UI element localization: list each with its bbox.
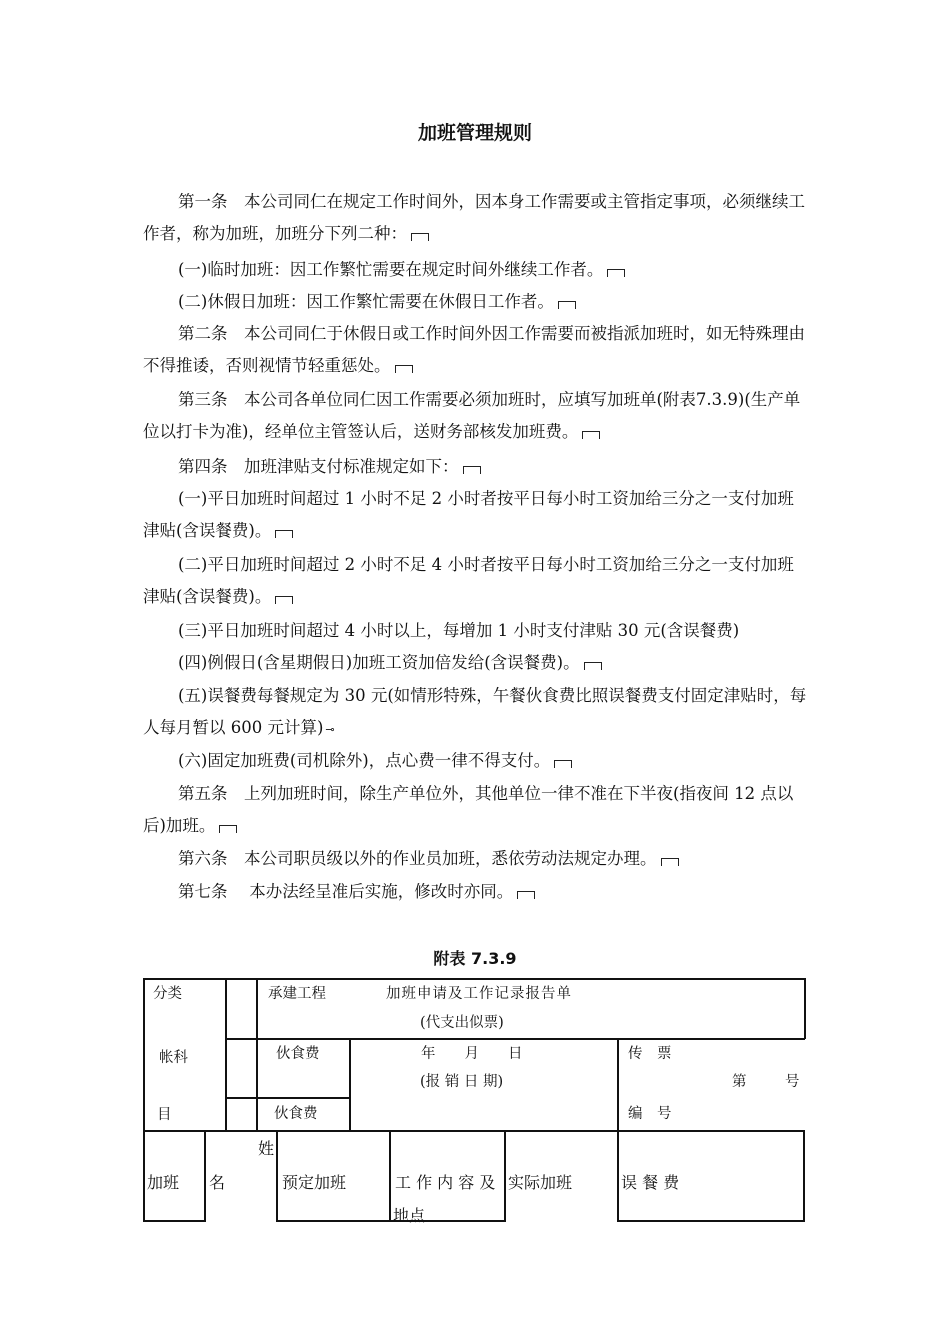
article-4-item-2: (二)平日加班时间超过 2 小时不足 4 小时者按平日每小时工资加给三分之一支付加班津贴(含误餐费)。 bbox=[143, 555, 794, 606]
work-location-col: 地点 bbox=[393, 1206, 426, 1225]
article-4-item-1: (一)平日加班时间超过 1 小时不足 2 小时者按平日每小时工资加给三分之一支付加班津贴(含误餐费)。 bbox=[143, 489, 794, 540]
hao-label: 号 bbox=[785, 1074, 800, 1090]
article-5: 第五条 上列加班时间，除生产单位外，其他单位一律不准在下半夜(指夜间 12 点以后)加班。 bbox=[143, 784, 794, 835]
article-4-item-3: (三)平日加班时间超过 4 小时以上，每增加 1 小时支付津贴 30 元(含误餐费) bbox=[178, 621, 740, 640]
zhangke-label: 帐科 bbox=[159, 1050, 188, 1066]
article-6: 第六条 本公司职员级以外的作业员加班，悉依劳动法规定办理。 bbox=[143, 843, 808, 875]
mu-label: 目 bbox=[157, 1107, 172, 1123]
article-1-item-2: (二)休假日加班：因工作繁忙需要在休假日工作者。 bbox=[143, 286, 808, 318]
name-col: 名 bbox=[209, 1173, 226, 1192]
form-title: 加班申请及工作记录报告单 bbox=[386, 986, 572, 1002]
form-subtitle: (代支出似票) bbox=[420, 1015, 504, 1031]
date-line: 年 月 日 bbox=[421, 1046, 523, 1062]
di-label: 第 bbox=[732, 1074, 747, 1090]
meal-cost-label-2: 伙食费 bbox=[274, 1106, 318, 1122]
meal-allowance-col: 误 餐 费 bbox=[621, 1173, 680, 1192]
meal-cost-label-1: 伙食费 bbox=[276, 1046, 320, 1062]
overtime-col: 加班 bbox=[147, 1173, 180, 1192]
voucher-label: 传 票 bbox=[628, 1046, 672, 1062]
article-1: 第一条 本公司同仁在规定工作时间外，因本身工作需要或主管指定事项，必须继续工作者，称为加班，加班分下列二种： bbox=[143, 192, 805, 243]
article-4-item-4: (四)例假日(含星期假日)加班工资加倍发给(含误餐费)。 bbox=[143, 647, 808, 679]
article-1-item-1: (一)临时加班：因工作繁忙需要在规定时间外继续工作者。 bbox=[143, 254, 808, 286]
surname-col-top: 姓 bbox=[258, 1139, 275, 1158]
article-4-item-6: (六)固定加班费(司机除外)，点心费一律不得支付。 bbox=[143, 745, 808, 777]
serial-label: 编 号 bbox=[628, 1106, 672, 1122]
fenlei-label: 分类 bbox=[153, 986, 182, 1002]
article-7: 第七条 本办法经呈准后实施，修改时亦同。 bbox=[143, 876, 808, 908]
project-label: 承建工程 bbox=[268, 986, 326, 1002]
form-caption: 附表 7.3.9 bbox=[433, 949, 517, 968]
article-2: 第二条 本公司同仁于休假日或工作时间外因工作需要而被指派加班时，如无特殊理由不得推诿，否则视情节轻重惩处。 bbox=[143, 324, 805, 375]
article-4: 第四条 加班津贴支付标准规定如下： bbox=[143, 451, 808, 483]
article-4-item-5: (五)误餐费每餐规定为 30 元(如情形特殊，午餐伙食费比照误餐费支付固定津贴时，每人每月暂以 600 元计算) ⊸ bbox=[143, 686, 807, 737]
work-content-col: 工 作 内 容 及 bbox=[395, 1173, 496, 1192]
article-3: 第三条 本公司各单位同仁因工作需要必须加班时，应填写加班单(附表7.3.9)(生产单位以打卡为准)，经单位主管签认后，送财务部核发加班费。 bbox=[143, 390, 801, 441]
actual-overtime-col: 实际加班 bbox=[508, 1173, 573, 1192]
document-title: 加班管理规则 bbox=[417, 122, 532, 144]
planned-overtime-col: 预定加班 bbox=[282, 1173, 347, 1192]
date-subtitle: (报 销 日 期) bbox=[420, 1074, 504, 1090]
